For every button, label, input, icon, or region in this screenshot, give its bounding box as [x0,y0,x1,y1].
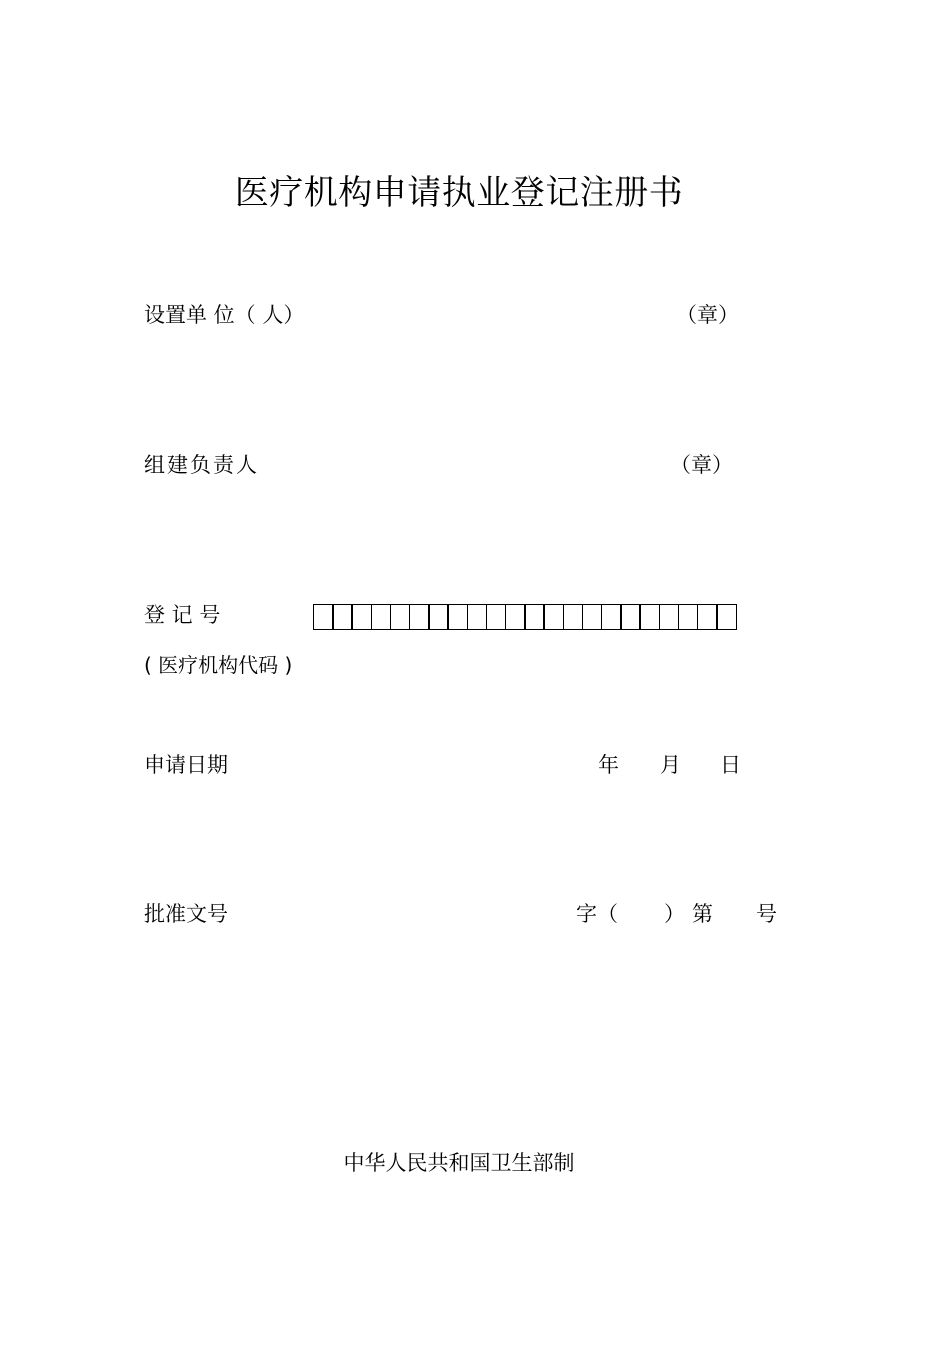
issuer-footer: 中华人民共和国卫生部制 [343,1151,575,1175]
registration-code-box[interactable] [351,604,372,630]
registration-code-box[interactable] [678,604,699,630]
setup-unit-seal: （章） [676,303,739,327]
registration-code-box[interactable] [524,604,545,630]
registration-code-box[interactable] [659,604,680,630]
institution-code-label: ( 医疗机构代码 ) [144,653,293,677]
registration-code-boxes[interactable] [313,604,737,630]
registration-code-box[interactable] [639,604,660,630]
registration-code-box[interactable] [716,604,737,630]
document-title: 医疗机构申请执业登记注册书 [234,173,684,213]
date-month-label: 月 [660,753,681,777]
registration-code-box[interactable] [467,604,488,630]
registration-number-label: 登 记 号 [144,603,221,627]
registration-code-box[interactable] [543,604,564,630]
registration-code-box[interactable] [505,604,526,630]
registration-code-box[interactable] [697,604,718,630]
approval-di-label: 第 [692,902,713,926]
approval-zi-label: 字（ [576,902,618,926]
date-day-label: 日 [720,753,741,777]
setup-unit-label: 设置单 位（ 人） [144,303,305,327]
registration-code-box[interactable] [601,604,622,630]
responsible-person-label: 组建负责人 [144,453,259,477]
registration-code-box[interactable] [486,604,507,630]
date-year-label: 年 [598,753,619,777]
approval-close-paren: ） [664,902,685,926]
registration-code-box[interactable] [447,604,468,630]
approval-hao-label: 号 [756,902,777,926]
registration-code-box[interactable] [313,604,334,630]
responsible-person-seal: （章） [670,453,733,477]
registration-code-box[interactable] [409,604,430,630]
registration-code-box[interactable] [390,604,411,630]
approval-number-label: 批准文号 [144,902,228,926]
application-date-label: 申请日期 [144,753,228,777]
registration-code-box[interactable] [563,604,584,630]
registration-code-box[interactable] [371,604,392,630]
registration-code-box[interactable] [582,604,603,630]
registration-code-box[interactable] [620,604,641,630]
registration-code-box[interactable] [428,604,449,630]
registration-code-box[interactable] [332,604,353,630]
